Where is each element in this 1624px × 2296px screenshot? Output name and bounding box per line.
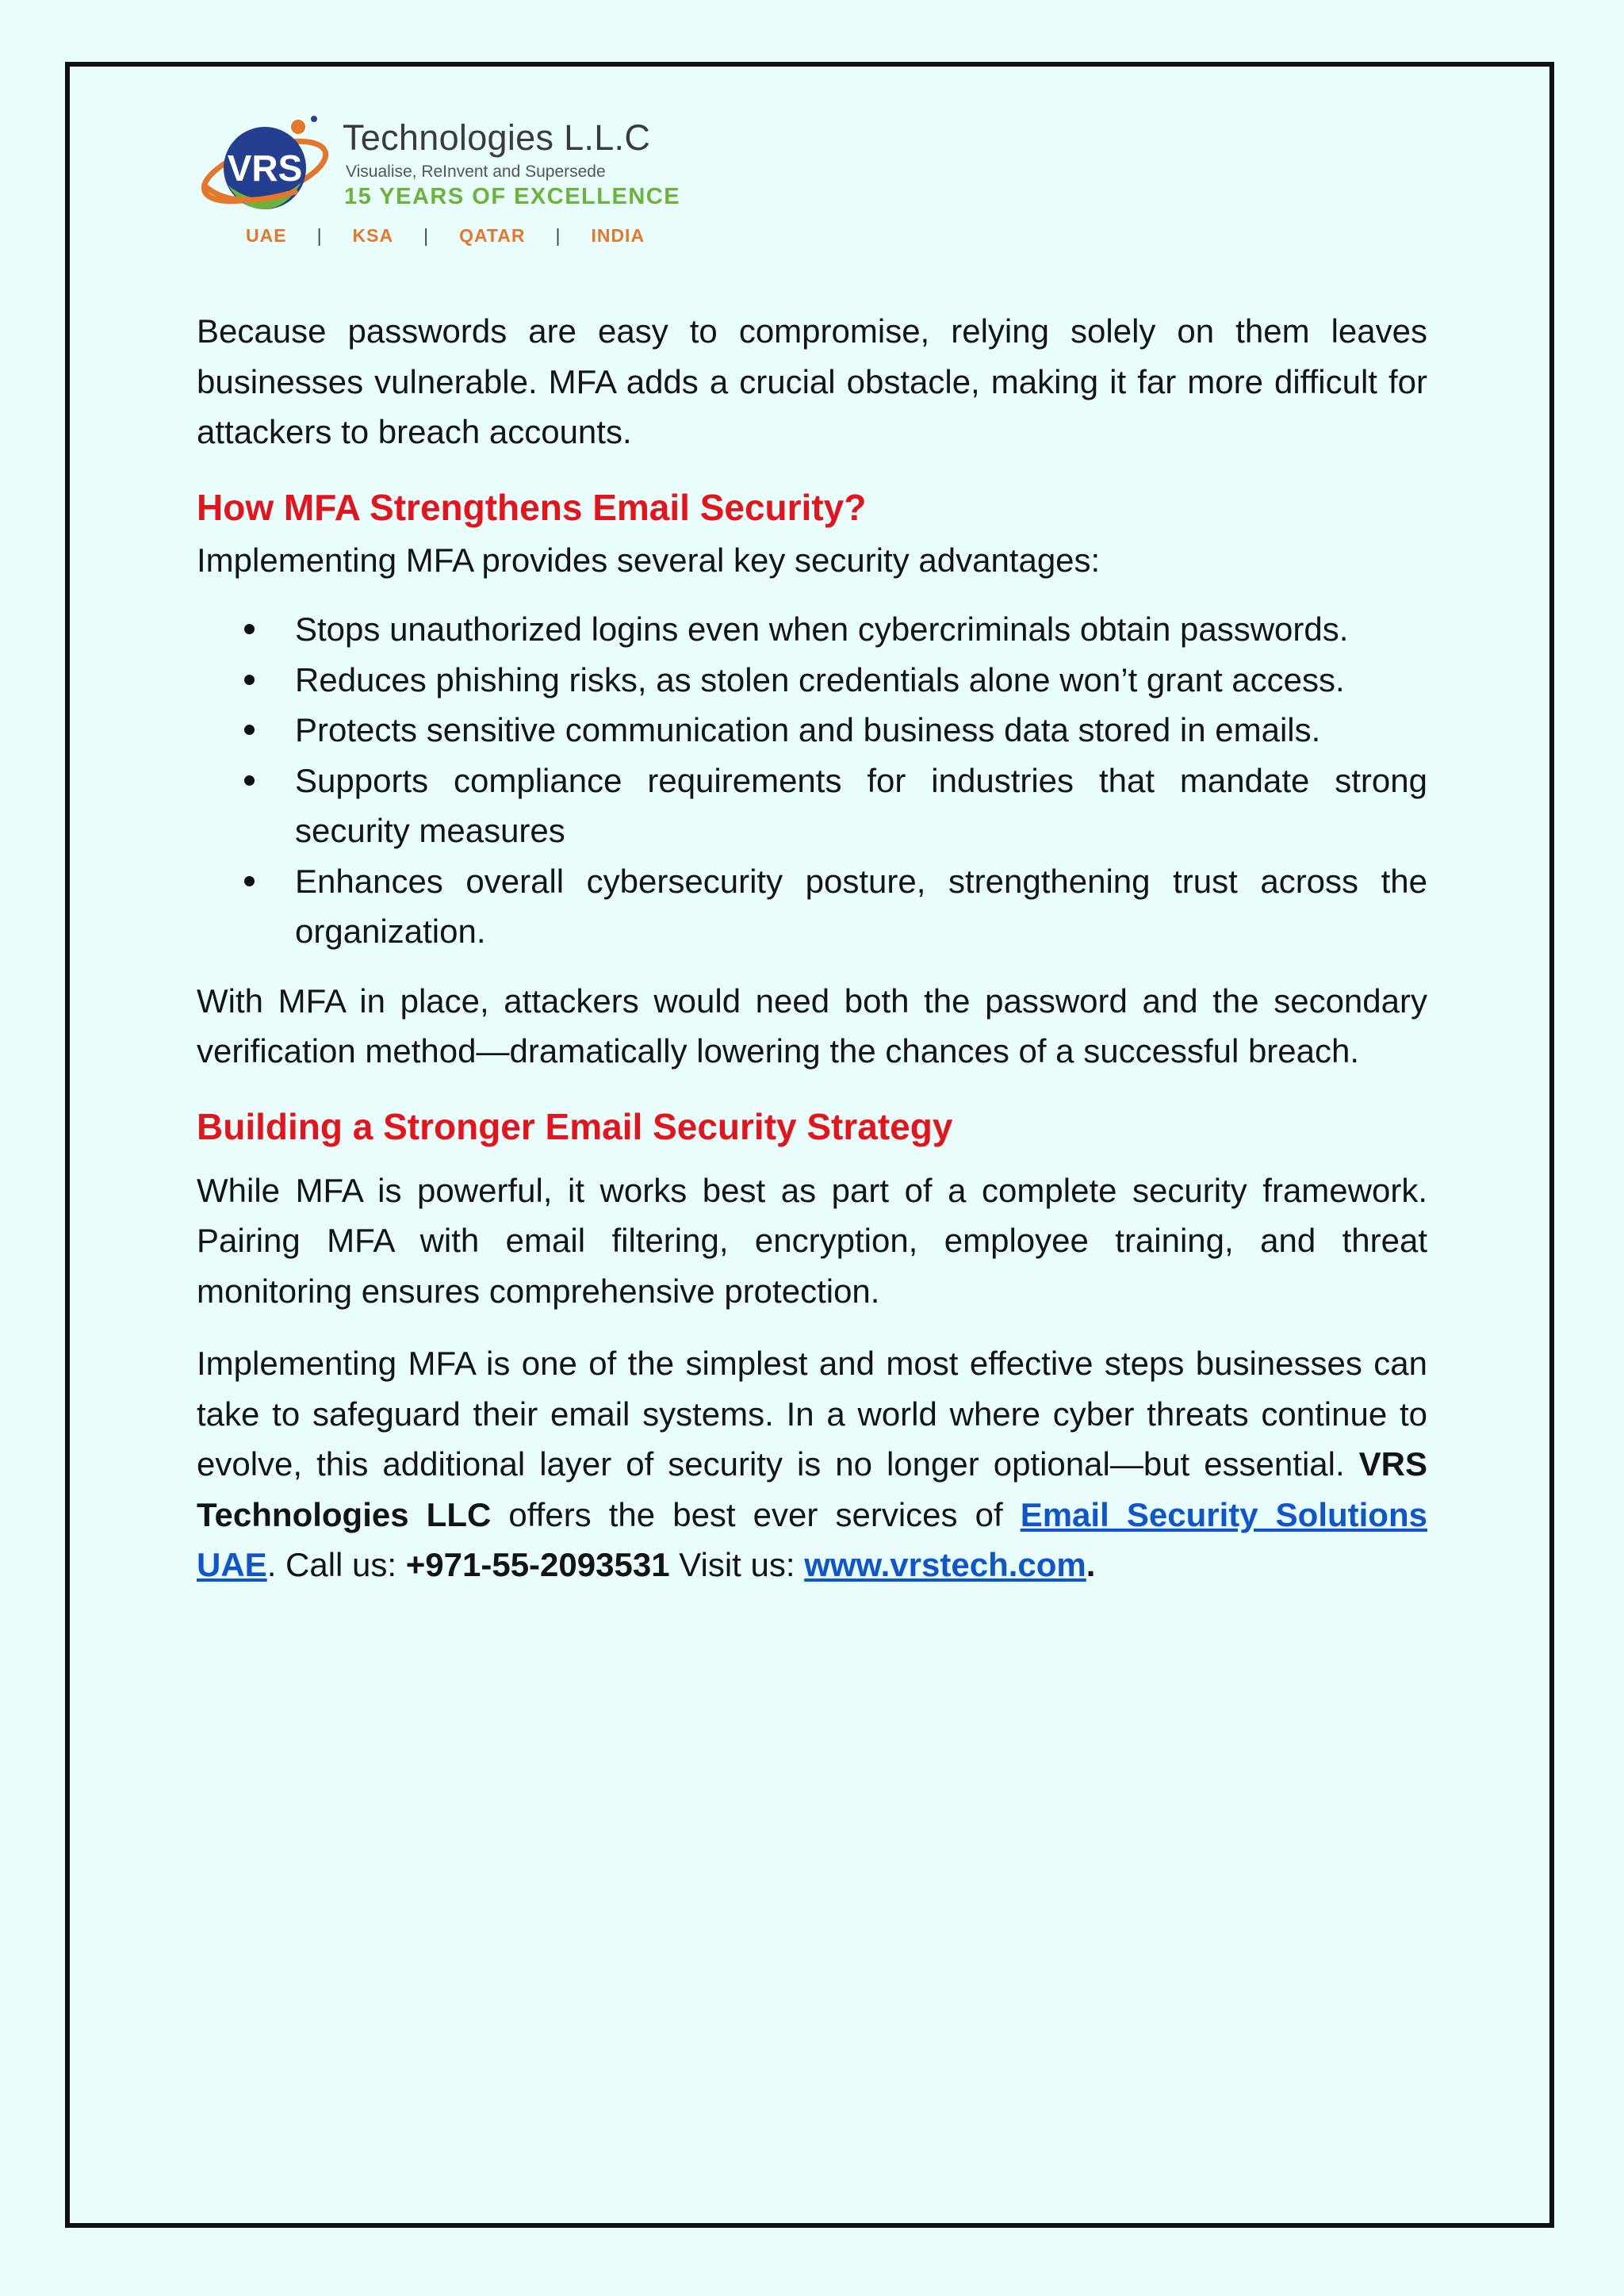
end-period: .: [1086, 1546, 1096, 1583]
list-item-text: Supports compliance requirements for industries that mandate strong security measures: [295, 761, 1427, 849]
logo-mark-text: VRS: [227, 147, 303, 189]
bullet-icon: [244, 725, 255, 735]
vrs-globe-logo-icon: [200, 109, 343, 228]
conclusion-text: Implementing MFA is one of the simplest and most effective steps businesses can take to safeguard their email systems. In a world where cyber threats continue to evolve, this additional layer of security is no longer optional—but essential.: [197, 1345, 1427, 1483]
section-closing-paragraph: With MFA in place, attackers would need both the password and the secondary verification method—dramatically lowering the chances of a successful breach.: [197, 982, 1427, 1070]
region-ksa: KSA: [352, 225, 394, 246]
logo-company-name: Technologies L.L.C: [343, 117, 651, 158]
website-link[interactable]: www.vrstech.com: [804, 1546, 1086, 1583]
bullet-icon: [244, 775, 255, 786]
region-uae: UAE: [246, 225, 287, 246]
logo-regions: [246, 225, 645, 247]
bullet-icon: [244, 876, 255, 886]
list-item: [197, 856, 1427, 957]
email-security-solutions-link[interactable]: Email Security Solutions UAE: [197, 1495, 1427, 1583]
region-separator: |: [423, 225, 430, 246]
section-heading-mfa-strengthens: How MFA Strengthens Email Security?: [197, 486, 867, 528]
company-name: VRS Technologies LLC: [197, 1445, 1427, 1533]
region-qatar: QATAR: [459, 225, 526, 246]
list-item-text: Reduces phishing risks, as stolen credentials alone won’t grant access.: [295, 660, 1345, 698]
logo-tagline: Visualise, ReInvent and Supersede: [346, 163, 606, 181]
intro-paragraph: Because passwords are easy to compromise, relying solely on them leaves businesses vulnerable. MFA adds a crucial obstacle, making it far more difficult for attackers to breach accounts.: [197, 312, 1427, 450]
bullet-icon: [244, 624, 255, 634]
company-logo: [200, 109, 691, 260]
strategy-paragraph: While MFA is powerful, it works best as part of a complete security framework. Pairing MFA with email filtering, encryption, employee training, and threat monitoring ensures comprehensive protection.: [197, 1171, 1427, 1310]
list-item-text: Stops unauthorized logins even when cybercriminals obtain passwords.: [295, 610, 1349, 648]
conclusion-paragraph: [197, 1338, 1427, 1590]
section-heading-email-strategy: Building a Stronger Email Security Strategy: [197, 1105, 953, 1147]
bullet-icon: [244, 675, 255, 685]
section-intro: Implementing MFA provides several key security advantages:: [197, 541, 1101, 579]
document-body: [197, 306, 1427, 1613]
list-item-text: Enhances overall cybersecurity posture, strengthening trust across the organization.: [295, 862, 1427, 950]
call-label: . Call us:: [266, 1546, 406, 1583]
region-india: INDIA: [591, 225, 645, 246]
region-separator: |: [316, 225, 323, 246]
region-separator: |: [555, 225, 561, 246]
list-item: [197, 756, 1427, 856]
services-text: offers the best ever services of: [491, 1495, 1021, 1533]
phone-number: +971-55-2093531: [405, 1546, 670, 1583]
list-item: [197, 705, 1427, 756]
list-item-text: Protects sensitive communication and business data stored in emails.: [295, 711, 1321, 748]
visit-label: Visit us:: [669, 1546, 805, 1583]
logo-excellence-text: 15 YEARS OF EXCELLENCE: [344, 184, 681, 209]
list-item: [197, 604, 1427, 655]
benefits-list: [197, 604, 1427, 957]
list-item: [197, 655, 1427, 706]
